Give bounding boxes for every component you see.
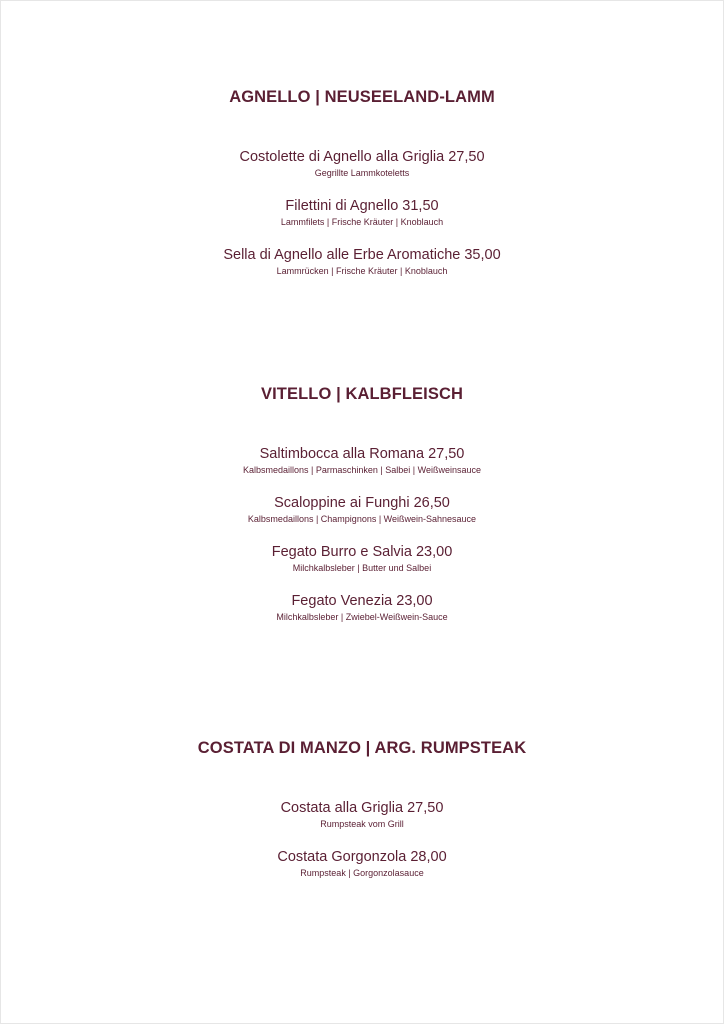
menu-item xyxy=(0,592,724,623)
section-title: COSTATA DI MANZO | ARG. RUMPSTEAK xyxy=(197,739,527,757)
dish-description: Kalbsmedaillons | Parmaschinken | Salbei | Weißweinsauce xyxy=(243,465,481,475)
menu-item xyxy=(0,848,724,879)
dish-description: Lammfilets | Frische Kräuter | Knoblauch xyxy=(280,217,444,227)
dish-name: Fegato Venezia 23,00 xyxy=(291,593,433,609)
menu-item xyxy=(0,246,724,277)
dish-name: Costata Gorgonzola 28,00 xyxy=(277,849,447,865)
dish-name: Scaloppine ai Funghi 26,50 xyxy=(274,495,450,511)
menu-item xyxy=(0,197,724,228)
menu-item xyxy=(0,543,724,574)
dish-description: Milchkalbsleber | Zwiebel-Weißwein-Sauce xyxy=(276,612,448,622)
dish-description: Gegrillte Lammkoteletts xyxy=(314,168,410,178)
dish-name: Filettini di Agnello 31,50 xyxy=(285,198,439,214)
menu-item xyxy=(0,445,724,476)
section-agnello xyxy=(0,87,724,277)
section-costata xyxy=(0,738,724,879)
dish-description: Rumpsteak vom Grill xyxy=(320,819,404,829)
dish-name: Fegato Burro e Salvia 23,00 xyxy=(271,544,453,560)
menu-item xyxy=(0,148,724,179)
menu-item xyxy=(0,799,724,830)
section-vitello xyxy=(0,384,724,623)
menu-item-list xyxy=(0,148,724,277)
dish-description: Milchkalbsleber | Butter und Salbei xyxy=(292,563,432,573)
menu-item xyxy=(0,494,724,525)
dish-name: Costata alla Griglia 27,50 xyxy=(280,800,444,816)
dish-name: Costolette di Agnello alla Griglia 27,50 xyxy=(239,149,485,165)
menu-item-list xyxy=(0,799,724,879)
dish-description: Lammrücken | Frische Kräuter | Knoblauch xyxy=(276,266,448,276)
section-title: VITELLO | KALBFLEISCH xyxy=(261,385,463,403)
dish-description: Rumpsteak | Gorgonzolasauce xyxy=(300,868,424,878)
dish-name: Saltimbocca alla Romana 27,50 xyxy=(259,446,465,462)
menu-item-list xyxy=(0,445,724,623)
dish-description: Kalbsmedaillons | Champignons | Weißwein-Sahnesauce xyxy=(247,514,477,524)
section-title: AGNELLO | NEUSEELAND-LAMM xyxy=(229,88,495,106)
dish-name: Sella di Agnello alle Erbe Aromatiche 35,00 xyxy=(223,247,501,263)
